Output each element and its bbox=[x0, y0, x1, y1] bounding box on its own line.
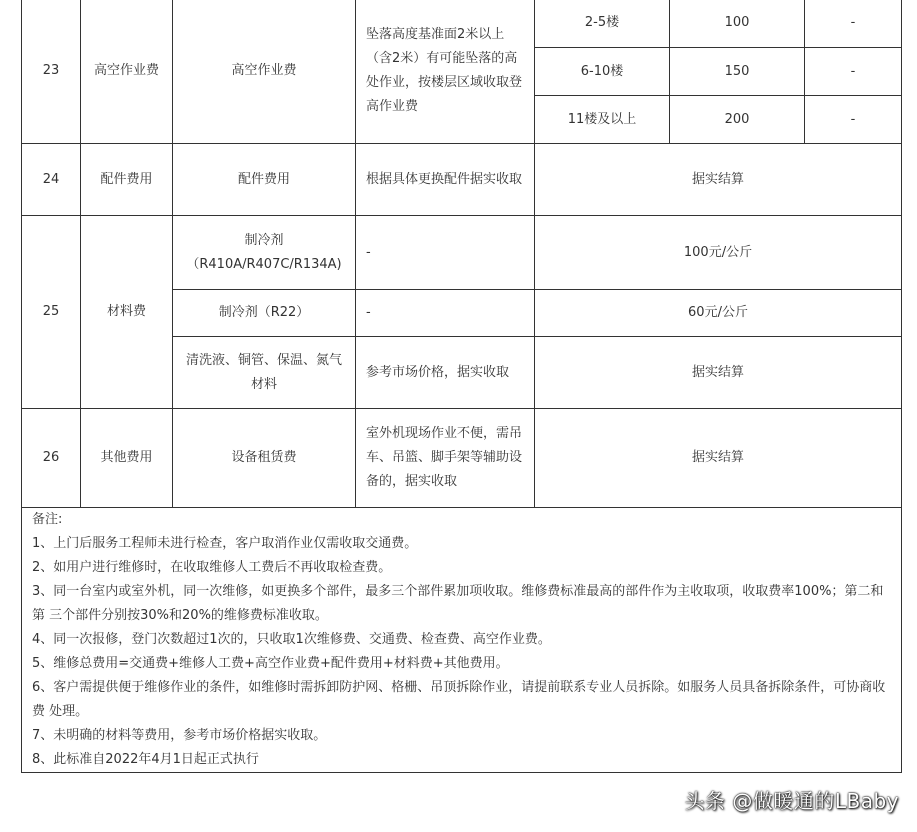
table-row bbox=[22, 0, 902, 48]
floor-tier: 11楼及以上 bbox=[535, 96, 670, 144]
table-row bbox=[22, 409, 902, 508]
fee-price: 据实结算 bbox=[535, 144, 902, 216]
fee-description: - bbox=[356, 216, 535, 290]
row-number: 26 bbox=[22, 409, 81, 508]
note-item: 1、上门后服务工程师未进行检查，客户取消作业仅需收取交通费。 bbox=[32, 536, 418, 551]
note-item: 3、同一台室内或室外机，同一次维修，如更换多个部件，最多三个部件累加项收取。维修费标准最高的部件作为主收取项，收取费率100%；第二和第 三个部件分别按30%和20%的维修费标准收取。 bbox=[32, 584, 884, 623]
fee-description: 参考市场价格，据实收取 bbox=[356, 337, 535, 409]
notes-row bbox=[22, 508, 902, 773]
fee-description: 坠落高度基准面2米以上（含2米）有可能坠落的高处作业，按楼层区域收取登高作业费 bbox=[356, 0, 535, 144]
row-number: 23 bbox=[22, 0, 81, 144]
table-row bbox=[22, 144, 902, 216]
note-item: 4、同一次报修，登门次数超过1次的，只收取1次维修费、交通费、检查费、高空作业费。 bbox=[32, 632, 551, 647]
watermark: 头条 @做暖通的LBaby bbox=[684, 789, 899, 813]
fee-item: 配件费用 bbox=[173, 144, 356, 216]
note-item: 2、如用户进行维修时，在收取维修人工费后不再收取检查费。 bbox=[32, 560, 392, 575]
fee-price: 60元/公斤 bbox=[535, 290, 902, 337]
note-item: 7、未明确的材料等费用，参考市场价格据实收取。 bbox=[32, 728, 327, 743]
tier-note: - bbox=[805, 96, 902, 144]
note-item: 8、此标准自2022年4月1日起正式执行 bbox=[32, 752, 259, 767]
table-row bbox=[22, 216, 902, 290]
fee-item: 制冷剂（R410A/R407C/R134A) bbox=[173, 216, 356, 290]
floor-tier: 2-5楼 bbox=[535, 0, 670, 48]
note-item: 5、维修总费用=交通费+维修人工费+高空作业费+配件费用+材料费+其他费用。 bbox=[32, 656, 509, 671]
fee-category: 配件费用 bbox=[81, 144, 173, 216]
fee-price: 据实结算 bbox=[535, 337, 902, 409]
tier-price: 150 bbox=[670, 48, 805, 96]
fee-description: 室外机现场作业不便，需吊车、吊篮、脚手架等辅助设备的，据实收取 bbox=[356, 409, 535, 508]
fee-item: 清洗液、铜管、保温、氮气材料 bbox=[173, 337, 356, 409]
fee-table bbox=[21, 0, 902, 773]
row-number: 25 bbox=[22, 216, 81, 409]
note-item: 6、客户需提供便于维修作业的条件，如维修时需拆卸防护网、格栅、吊顶拆除作业，请提前联系专业人员拆除。如服务人员具备拆除条件，可协商收费 处理。 bbox=[32, 680, 886, 719]
row-number: 24 bbox=[22, 144, 81, 216]
fee-category: 材料费 bbox=[81, 216, 173, 409]
tier-note: - bbox=[805, 0, 902, 48]
fee-item: 制冷剂（R22） bbox=[173, 290, 356, 337]
fee-category: 其他费用 bbox=[81, 409, 173, 508]
tier-price: 100 bbox=[670, 0, 805, 48]
fee-item: 高空作业费 bbox=[173, 0, 356, 144]
notes-title: 备注: bbox=[32, 512, 63, 527]
fee-description: 根据具体更换配件据实收取 bbox=[356, 144, 535, 216]
floor-tier: 6-10楼 bbox=[535, 48, 670, 96]
fee-price: 100元/公斤 bbox=[535, 216, 902, 290]
fee-price: 据实结算 bbox=[535, 409, 902, 508]
notes-section bbox=[22, 508, 902, 773]
fee-description: - bbox=[356, 290, 535, 337]
tier-note: - bbox=[805, 48, 902, 96]
fee-item: 设备租赁费 bbox=[173, 409, 356, 508]
fee-category: 高空作业费 bbox=[81, 0, 173, 144]
tier-price: 200 bbox=[670, 96, 805, 144]
